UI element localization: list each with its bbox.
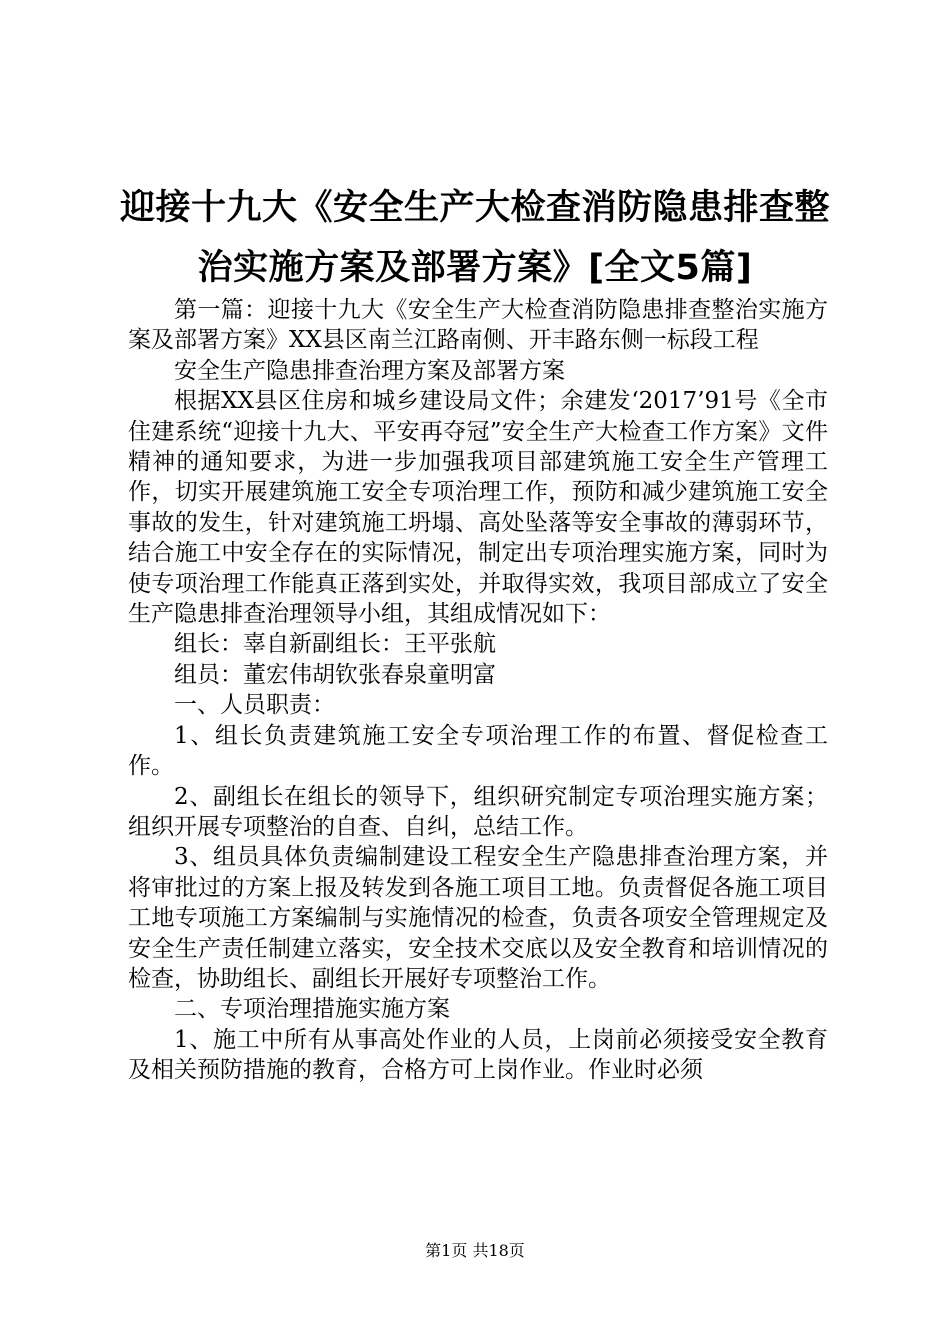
paragraph-background: 根据XX县区住房和城乡建设局文件；余建发‘2017’91号《全市住建系统“迎接十九大、平安再夺冠”安全生产大检查工作方案》文件精神的通知要求，为进一步加强我项目部建筑施工安全生产管理工作，切实开展建筑施工安全专项治理工作，预防和减少建筑施工安全事故的发生，针对建筑施工坍塌、高处坠落等安全事故的薄弱环节，结合施工中安全存在的实际情况，制定出专项治理实施方案，同时为使专项治理工作能真正落到实处，并取得实效，我项目部成立了安全生产隐患排查治理领导小组，其组成情况如下： <box>128 388 828 628</box>
paragraph-members: 组员：董宏伟胡钦张春泉童明富 <box>174 661 496 688</box>
document-body <box>128 295 828 1086</box>
page-footer: 第1页 共18页 <box>425 1241 525 1260</box>
document-title-line-2: 治实施方案及部署方案》[全文5篇] <box>197 248 753 288</box>
paragraph-section-measures: 二、专项治理措施实施方案 <box>174 996 450 1023</box>
paragraph-chapter-heading: 第一篇：迎接十九大《安全生产大检查消防隐患排查整治实施方案及部署方案》XX县区南兰江路南侧、开丰路东侧一标段工程 <box>128 297 828 354</box>
paragraph-measure-1: 1、施工中所有从事高处作业的人员，上岗前必须接受安全教育及相关预防措施的教育，合格方可上岗作业。作业时必须 <box>128 1026 828 1084</box>
paragraph-duty-3: 3、组员具体负责编制建设工程安全生产隐患排查治理方案，并将审批过的方案上报及转发到各施工项目工地。负责督促各施工项目工地专项施工方案编制与实施情况的检查，负责各项安全管理规定及安全生产责任制建立落实，安全技术交底以及安全教育和培训情况的检查，协助组长、副组长开展好专项整治工作。 <box>128 844 828 992</box>
paragraph-duty-1: 1、组长负责建筑施工安全专项治理工作的布置、督促检查工作。 <box>128 722 828 780</box>
paragraph-plan-title: 安全生产隐患排查治理方案及部署方案 <box>174 357 565 384</box>
paragraph-duty-2: 2、副组长在组长的领导下，组织研究制定专项治理实施方案；组织开展专项整治的自查、自纠，总结工作。 <box>128 783 828 840</box>
paragraph-section-duties: 一、人员职责： <box>174 692 335 719</box>
paragraph-leaders: 组长：辜自新副组长：王平张航 <box>174 631 496 658</box>
document-title-line-1: 迎接十九大《安全生产大检查消防隐患排查整 <box>119 188 830 228</box>
